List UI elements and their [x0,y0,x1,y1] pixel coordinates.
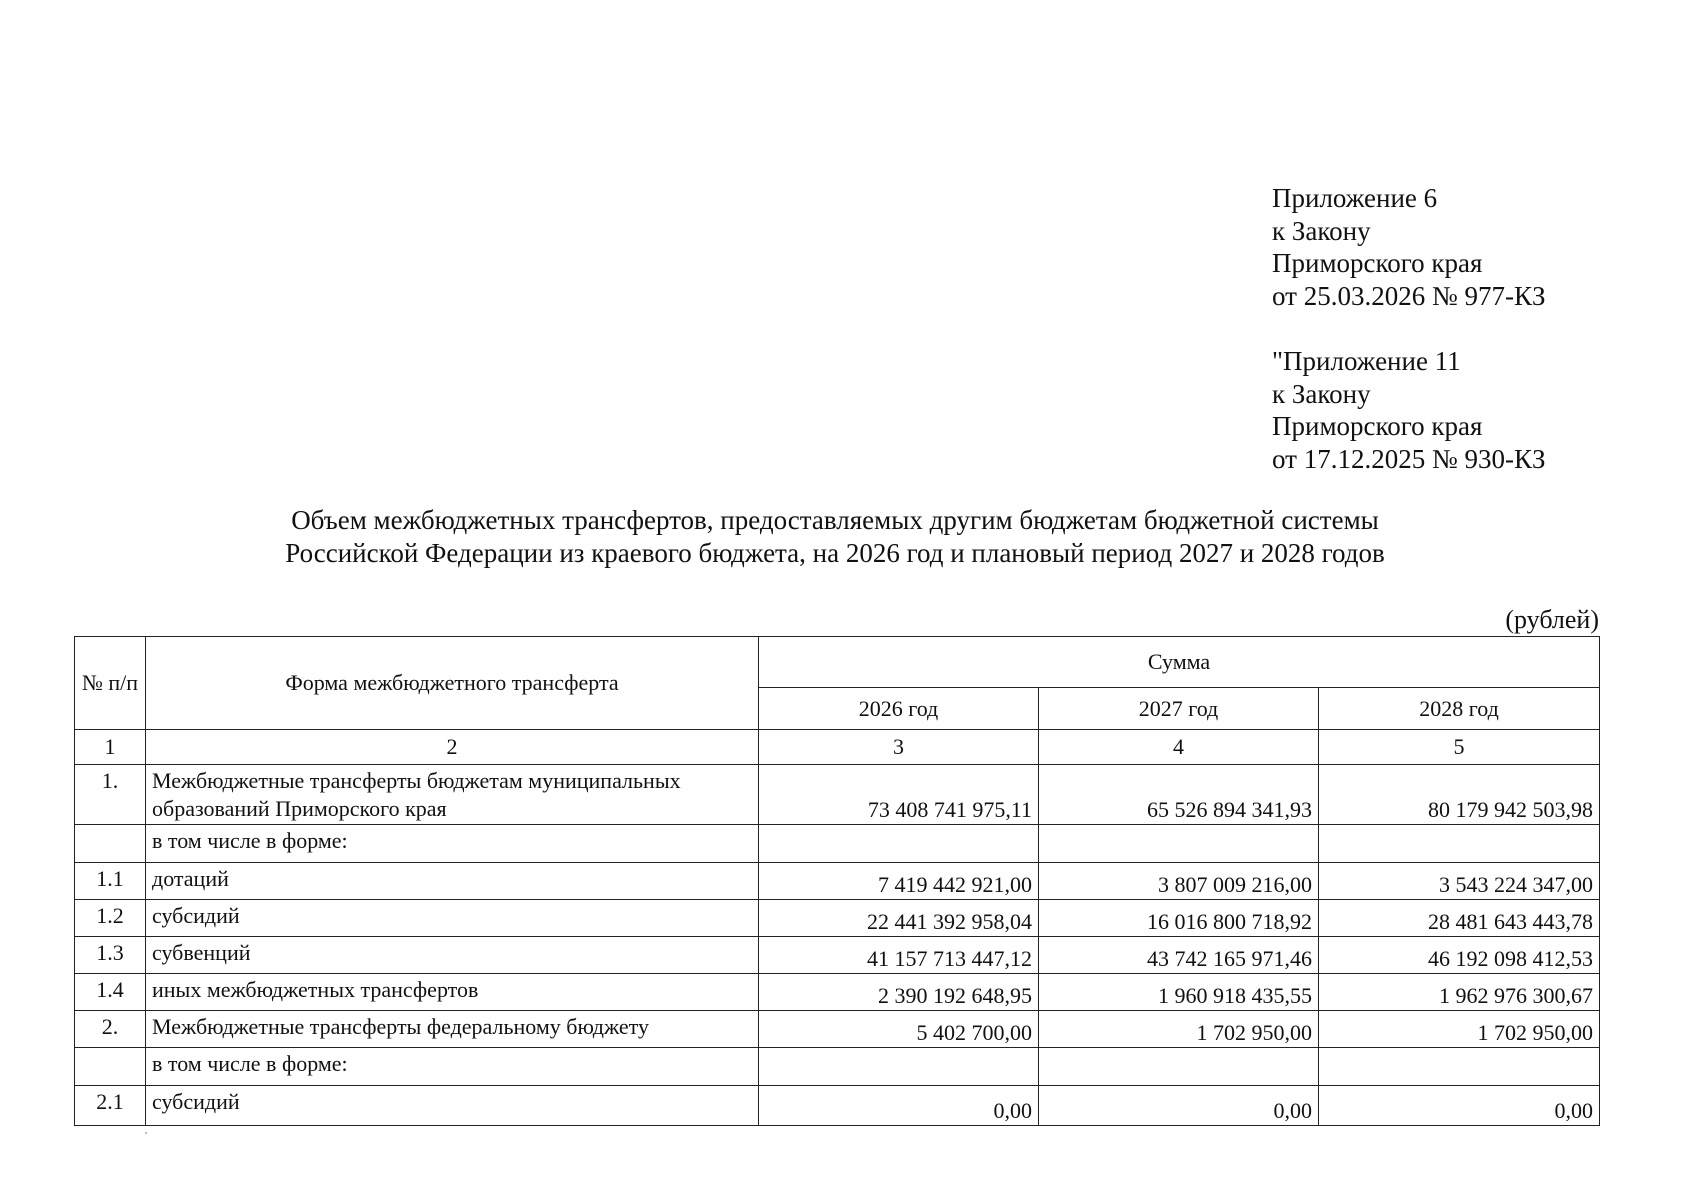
transfers-table [74,636,1600,1126]
row-name-line-1: Межбюджетные трансферты бюджетам муниципальных [152,768,681,793]
row-value-2027: 3 807 009 216,00 [1039,863,1319,900]
row-value-2026: 2 390 192 648,95 [759,974,1039,1011]
appendix-11-line-1: "Приложение 11 [1272,346,1461,376]
row-value-2028: 80 179 942 503,98 [1319,765,1600,825]
appendix-6-line-2: к Закону [1272,215,1371,246]
row-value-2026: 7 419 442 921,00 [759,863,1039,900]
row-name: субсидий [146,900,759,937]
column-index-cell: 1 [75,730,146,765]
document-title-line-1: Объем межбюджетных трансфертов, предоставляемых другим бюджетам бюджетной системы [291,505,1379,535]
row-value-2028: 46 192 098 412,53 [1319,937,1600,974]
row-name-line-2: образований Приморского края [152,796,447,821]
row-value-2026 [759,825,1039,863]
row-value-2027 [1039,1048,1319,1086]
row-name: иных межбюджетных трансфертов [146,974,759,1011]
column-index-cell: 4 [1039,730,1319,765]
column-index-cell: 3 [759,730,1039,765]
row-number [75,1048,146,1086]
header-form: Форма межбюджетного трансферта [146,637,759,730]
table-header-row [75,637,1600,688]
row-value-2028: 1 962 976 300,67 [1319,974,1600,1011]
column-index-cell: 2 [146,730,759,765]
row-value-2027: 1 960 918 435,55 [1039,974,1319,1011]
column-index-row [75,730,1600,765]
row-value-2027: 65 526 894 341,93 [1039,765,1319,825]
table-row [75,1048,1600,1086]
table-row [75,863,1600,900]
row-value-2026: 41 157 713 447,12 [759,937,1039,974]
row-name: дотаций [146,863,759,900]
header-year-2027: 2027 год [1039,688,1319,730]
table-row [75,825,1600,863]
row-number: 1.4 [75,974,146,1011]
row-number: 2. [75,1011,146,1048]
row-number: 2.1 [75,1086,146,1126]
appendix-6-block [1272,182,1545,312]
row-number: 1.2 [75,900,146,937]
row-value-2028 [1319,825,1600,863]
table-row [75,1086,1600,1126]
row-name: в том числе в форме: [146,1048,759,1086]
row-value-2026: 73 408 741 975,11 [759,765,1039,825]
row-name [146,765,759,825]
appendix-6-line-3: Приморского края [1272,248,1483,278]
row-value-2028 [1319,1048,1600,1086]
header-year-2028: 2028 год [1319,688,1600,730]
column-index-cell: 5 [1319,730,1600,765]
row-value-2026 [759,1048,1039,1086]
row-value-2026: 22 441 392 958,04 [759,900,1039,937]
row-number: 1.3 [75,937,146,974]
table-row [75,974,1600,1011]
row-value-2028: 3 543 224 347,00 [1319,863,1600,900]
appendix-11-block [1272,345,1545,475]
row-value-2026: 5 402 700,00 [759,1011,1039,1048]
appendix-6-line-4: от 25.03.2026 № 977-КЗ [1272,280,1546,311]
row-number [75,825,146,863]
appendix-6-line-1: Приложение 6 [1272,183,1438,213]
table-row [75,1011,1600,1048]
row-value-2027: 16 016 800 718,92 [1039,900,1319,937]
appendix-11-line-3: Приморского края [1272,411,1483,441]
header-num: № п/п [75,637,146,730]
row-name: субвенций [146,937,759,974]
table-row [75,937,1600,974]
row-name: субсидий [146,1086,759,1126]
row-value-2028: 1 702 950,00 [1319,1011,1600,1048]
appendix-11-line-4: от 17.12.2025 № 930-КЗ [1272,443,1546,474]
row-value-2026: 0,00 [759,1086,1039,1126]
row-value-2028: 0,00 [1319,1086,1600,1126]
row-value-2027: 1 702 950,00 [1039,1011,1319,1048]
document-title [180,504,1490,570]
document-title-line-2: Российской Федерации из краевого бюджета, на 2026 год и плановый период 2027 и 2028 годов [285,538,1385,568]
row-value-2027 [1039,825,1319,863]
row-value-2027: 0,00 [1039,1086,1319,1126]
table-row [75,765,1600,825]
row-name: Межбюджетные трансферты федеральному бюджету [146,1011,759,1048]
row-value-2028: 28 481 643 443,78 [1319,900,1600,937]
scan-speck [145,1132,147,1134]
row-value-2027: 43 742 165 971,46 [1039,937,1319,974]
row-number: 1. [75,765,146,825]
units-label: (рублей) [1505,605,1599,634]
appendix-11-line-2: к Закону [1272,378,1371,409]
table-row [75,900,1600,937]
row-name: в том числе в форме: [146,825,759,863]
header-sum: Сумма [759,637,1600,688]
row-number: 1.1 [75,863,146,900]
header-year-2026: 2026 год [759,688,1039,730]
